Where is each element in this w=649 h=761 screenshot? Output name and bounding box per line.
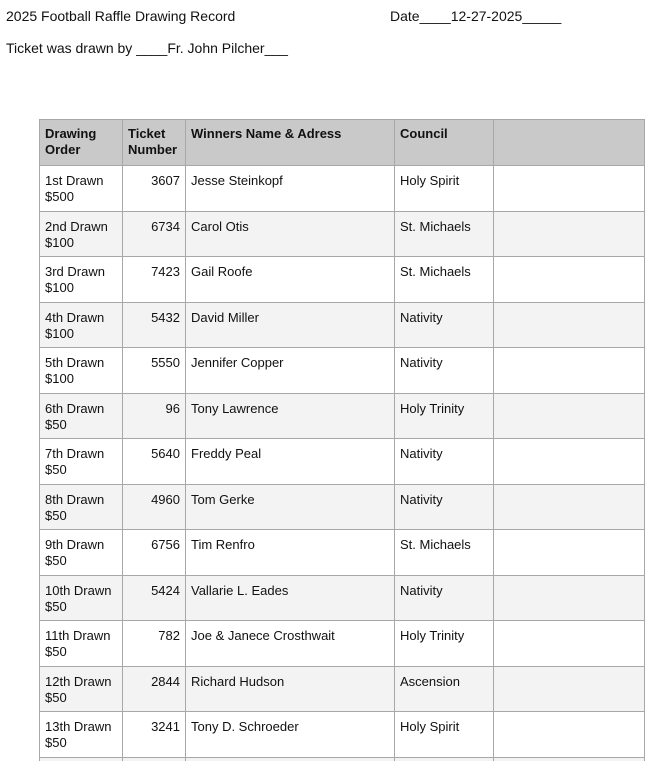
winner-name-cell: Tom Gerke (186, 484, 395, 530)
table-row (40, 666, 645, 712)
drawing-order: 12th Drawn (45, 673, 112, 689)
table-row (40, 302, 645, 348)
drawing-order-cell (40, 666, 123, 712)
extra-cell (494, 484, 645, 530)
prize-amount: $50 (45, 644, 67, 659)
prize-amount: $100 (45, 234, 74, 250)
header-text: Number (128, 142, 178, 157)
winner-name-cell (186, 757, 395, 761)
drawing-order-cell (40, 575, 123, 621)
drawing-date: Date____12-27-2025_____ (390, 8, 562, 24)
prize-amount: $50 (45, 416, 67, 432)
extra-cell (494, 666, 645, 712)
extra-cell (494, 348, 645, 394)
raffle-results-table (39, 119, 645, 761)
drawing-order: 1st Drawn (45, 173, 104, 188)
drawing-order-cell (40, 257, 123, 303)
prize-amount: $100 (45, 280, 74, 295)
drawn-by-line: Ticket was drawn by ____Fr. John Pilcher___ (6, 40, 288, 56)
table-row (40, 348, 645, 394)
prize-amount: $50 (45, 553, 67, 568)
winner-name-cell: Richard Hudson (186, 666, 395, 712)
drawing-order: 13th Drawn (45, 719, 112, 734)
council-cell: Nativity (395, 348, 494, 394)
drawing-order: 2nd Drawn (45, 218, 108, 234)
column-header-council: Council (395, 120, 494, 166)
table-header-row (40, 120, 645, 166)
drawing-order: 10th Drawn (45, 582, 112, 598)
winner-name-cell: Tony Lawrence (186, 393, 395, 439)
prize-amount: $100 (45, 371, 74, 386)
ticket-number-cell: 4960 (123, 484, 186, 530)
column-header-extra (494, 120, 645, 166)
ticket-number-cell: 6756 (123, 530, 186, 576)
ticket-number-cell: 2844 (123, 666, 186, 712)
extra-cell (494, 712, 645, 758)
raffle-table-container (39, 119, 649, 761)
council-cell: St. Michaels (395, 211, 494, 257)
header-text: Drawing (45, 126, 97, 141)
extra-cell (494, 621, 645, 667)
ticket-number-cell: 5640 (123, 439, 186, 485)
table-row (40, 484, 645, 530)
drawing-order: 8th Drawn (45, 491, 105, 507)
drawing-order: 7th Drawn (45, 446, 105, 461)
winner-name-cell: Tim Renfro (186, 530, 395, 576)
council-cell: Nativity (395, 484, 494, 530)
prize-amount: $50 (45, 689, 67, 705)
council-cell: Holy Spirit (395, 712, 494, 758)
table-row (40, 257, 645, 303)
extra-cell (494, 530, 645, 576)
drawing-order: 3rd Drawn (45, 264, 105, 279)
council-cell: St. Michaels (395, 257, 494, 303)
column-header-ticket-number (123, 120, 186, 166)
drawing-order-cell (40, 211, 123, 257)
ticket-number-cell: 5424 (123, 575, 186, 621)
drawing-order-cell (40, 712, 123, 758)
table-row (40, 621, 645, 667)
winner-name-cell: Carol Otis (186, 211, 395, 257)
ticket-number-cell: 7423 (123, 257, 186, 303)
drawing-order: 6th Drawn (45, 400, 105, 416)
ticket-number-cell: 5432 (123, 302, 186, 348)
drawing-order-cell (40, 166, 123, 212)
winner-name-cell: Jennifer Copper (186, 348, 395, 394)
prize-amount: $50 (45, 735, 67, 750)
council-cell (395, 757, 494, 761)
winner-name-cell: David Miller (186, 302, 395, 348)
extra-cell (494, 575, 645, 621)
ticket-number-cell (123, 757, 186, 761)
drawing-order-cell (40, 757, 123, 761)
ticket-number-cell: 96 (123, 393, 186, 439)
drawing-order: 5th Drawn (45, 355, 105, 370)
drawing-order-cell (40, 621, 123, 667)
drawing-order-cell (40, 530, 123, 576)
drawing-order-cell (40, 484, 123, 530)
drawing-order-cell (40, 439, 123, 485)
council-cell: Nativity (395, 302, 494, 348)
prize-amount: $500 (45, 189, 74, 204)
header-text: Order (45, 142, 81, 157)
extra-cell (494, 439, 645, 485)
extra-cell (494, 757, 645, 761)
council-cell: Holy Spirit (395, 166, 494, 212)
council-cell: Nativity (395, 439, 494, 485)
extra-cell (494, 166, 645, 212)
column-header-winner: Winners Name & Adress (186, 120, 395, 166)
table-row (40, 166, 645, 212)
drawing-order-cell (40, 393, 123, 439)
ticket-number-cell: 3241 (123, 712, 186, 758)
table-row (40, 712, 645, 758)
ticket-number-cell: 5550 (123, 348, 186, 394)
table-row (40, 757, 645, 761)
council-cell: Holy Trinity (395, 393, 494, 439)
extra-cell (494, 257, 645, 303)
council-cell: Holy Trinity (395, 621, 494, 667)
council-cell: Nativity (395, 575, 494, 621)
header-text: Ticket (128, 126, 166, 141)
winner-name-cell: Freddy Peal (186, 439, 395, 485)
drawing-order-cell (40, 348, 123, 394)
winner-name-cell: Gail Roofe (186, 257, 395, 303)
drawing-order: 11th Drawn (45, 628, 111, 643)
table-row (40, 575, 645, 621)
drawing-order: 4th Drawn (45, 309, 105, 325)
council-cell: St. Michaels (395, 530, 494, 576)
drawing-order: 9th Drawn (45, 537, 105, 552)
table-row (40, 530, 645, 576)
extra-cell (494, 211, 645, 257)
winner-name-cell: Vallarie L. Eades (186, 575, 395, 621)
winner-name-cell: Jesse Steinkopf (186, 166, 395, 212)
extra-cell (494, 302, 645, 348)
winner-name-cell: Tony D. Schroeder (186, 712, 395, 758)
table-row (40, 439, 645, 485)
document-title: 2025 Football Raffle Drawing Record (6, 8, 236, 24)
prize-amount: $100 (45, 325, 74, 341)
ticket-number-cell: 782 (123, 621, 186, 667)
ticket-number-cell: 3607 (123, 166, 186, 212)
prize-amount: $50 (45, 462, 67, 477)
drawing-order-cell (40, 302, 123, 348)
column-header-drawing-order (40, 120, 123, 166)
prize-amount: $50 (45, 598, 67, 614)
council-cell: Ascension (395, 666, 494, 712)
winner-name-cell: Joe & Janece Crosthwait (186, 621, 395, 667)
extra-cell (494, 393, 645, 439)
table-row (40, 211, 645, 257)
table-row (40, 393, 645, 439)
prize-amount: $50 (45, 507, 67, 523)
ticket-number-cell: 6734 (123, 211, 186, 257)
